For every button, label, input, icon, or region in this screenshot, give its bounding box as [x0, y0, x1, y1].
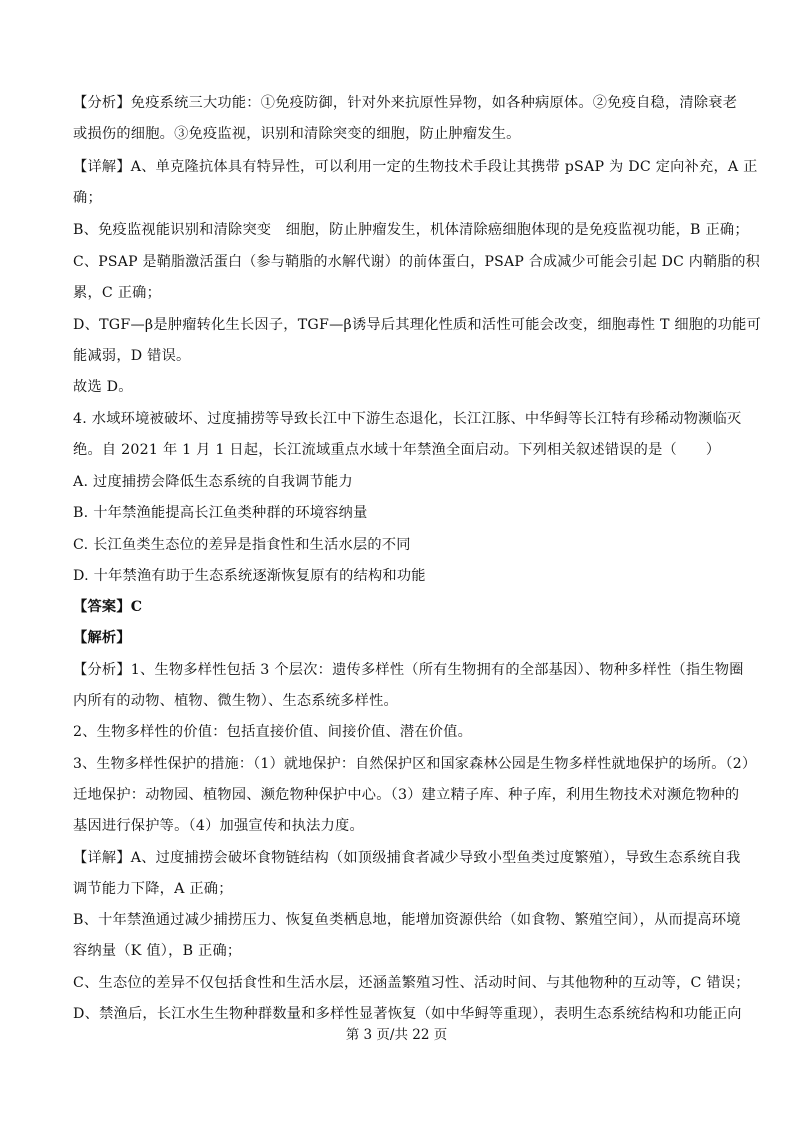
analysis2-line-3: 2、生物多样性的价值：包括直接价值、间接价值、潜在价值。 — [73, 724, 473, 740]
option-b: B. 十年禁渔能提高长江鱼类种群的环境容纳量 — [73, 505, 368, 521]
detail2-a-line-1: 【详解】A、过度捕捞会破坏食物链结构（如顶级捕食者减少导致小型鱼类过度繁殖），导致生态系统自我 — [73, 850, 741, 866]
detail-d-line-1: D、TGF—β是肿瘤转化生长因子，TGF—β诱导后其理化性质和活性可能会改变，细胞毒性 T 细胞的功能可 — [73, 317, 762, 333]
option-c: C. 长江鱼类生态位的差异是指食性和生活水层的不同 — [73, 537, 411, 553]
analysis-line-1: 【分析】免疫系统三大功能：①免疫防御，针对外来抗原性异物，如各种病原体。②免疫自稳，清除衰老 — [73, 95, 738, 111]
detail-c-line-1: C、PSAP 是鞘脂激活蛋白（参与鞘脂的水解代谢）的前体蛋白，PSAP 合成减少可能会引起 DC 内鞘脂的积 — [73, 254, 761, 270]
detail-c-line-2: 累，C 正确； — [73, 285, 162, 301]
option-a: A. 过度捕捞会降低生态系统的自我调节能力 — [73, 474, 353, 490]
question-4-line-1: 4. 水域环境被破坏、过度捕捞等导致长江中下游生态退化，长江江豚、中华鲟等长江特有珍稀动物濒临灭 — [73, 411, 742, 427]
question-4-line-2: 绝。自 2021 年 1 月 1 日起，长江流域重点水域十年禁渔全面启动。下列相关叙述错误的是（ ） — [73, 442, 721, 458]
detail2-d-line: D、禁渔后，长江水生生物种群数量和多样性显著恢复（如中华鲟等重现），表明生态系统结构和功能正向 — [73, 1006, 742, 1022]
analysis2-line-1: 【分析】1、生物多样性包括 3 个层次：遗传多样性（所有生物拥有的全部基因）、物种多样性（指生物圈 — [73, 662, 744, 678]
option-d: D. 十年禁渔有助于生态系统逐渐恢复原有的结构和功能 — [73, 568, 426, 584]
analysis2-line-6: 基因进行保护等。（4）加强宣传和执法力度。 — [73, 818, 364, 834]
page-footer: 第 3 页/共 22 页 — [345, 1027, 448, 1043]
detail2-b-line-1: B、十年禁渔通过减少捕捞压力、恢复鱼类栖息地，能增加资源供给（如食物、繁殖空间），从而提高环境 — [73, 912, 741, 928]
detail2-b-line-2: 容纳量（K 值），B 正确； — [73, 943, 242, 959]
detail-b-line: B、免疫监视能识别和清除突变 细胞，防止肿瘤发生，机体清除癌细胞体现的是免疫监视功能，B 正确； — [73, 222, 749, 238]
choice-line: 故选 D。 — [73, 379, 133, 395]
detail-line-2: 确； — [73, 190, 102, 206]
detail-d-line-2: 能减弱，D 错误。 — [73, 348, 191, 364]
explanation-heading: 【解析】 — [73, 630, 131, 646]
analysis2-line-4: 3、生物多样性保护的措施：（1）就地保护：自然保护区和国家森林公园是生物多样性就地保护的场所。（2） — [73, 756, 757, 772]
analysis2-line-2: 内所有的动物、植物、微生物）、生态系统多样性。 — [73, 693, 398, 709]
detail2-c-line: C、生态位的差异不仅包括食性和生活水层，还涵盖繁殖习性、活动时间、与其他物种的互动等，C 错误； — [73, 975, 750, 991]
answer-line: 【答案】C — [73, 599, 143, 615]
analysis-line-2: 或损伤的细胞。③免疫监视，识别和清除突变的细胞，防止肿瘤发生。 — [73, 126, 521, 142]
analysis2-line-5: 迁地保护：动物园、植物园、濒危物种保护中心。（3）建立精子库、种子库，利用生物技术对濒危物种的 — [73, 787, 740, 803]
detail2-a-line-2: 调节能力下降，A 正确； — [73, 881, 233, 897]
detail-line-1: 【详解】A、单克隆抗体具有特异性，可以利用一定的生物技术手段让其携带 pSAP 为 DC 定向补充，A 正 — [73, 159, 758, 175]
